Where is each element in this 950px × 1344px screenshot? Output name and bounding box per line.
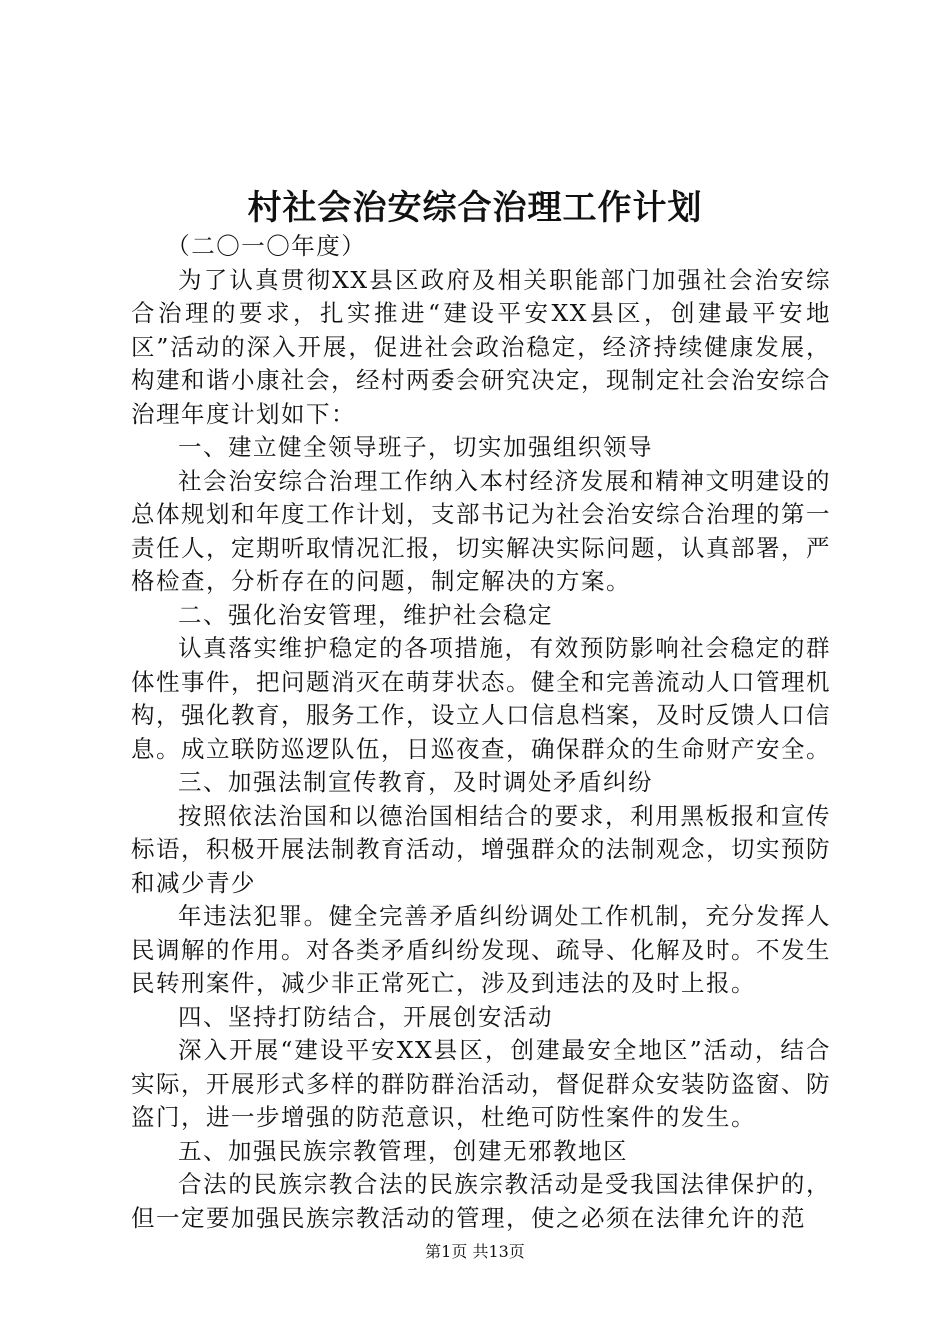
document-title: 村社会治安综合治理工作计划 [247,188,703,228]
page-number-footer: 第1页 共13页 [425,1242,525,1261]
paragraph-section-5: 合法的民族宗教合法的民族宗教活动是受我国法律保护的，但一定要加强民族宗教活动的管理，使之必须在法律允许的范 [131,1170,831,1232]
paragraph-intro: 为了认真贯彻XX县区政府及相关职能部门加强社会治安综合治理的要求，扎实推进“建设平安XX县区，创建最平安地区”活动的深入开展，促进社会政治稳定，经济持续健康发展，构建和谐小康社会，经村两委会研究决定，现制定社会治安综合治理年度计划如下： [131,265,831,428]
section-heading-3: 三、加强法制宣传教育，及时调处矛盾纠纷 [178,768,653,796]
section-heading-2: 二、强化治安管理，维护社会稳定 [178,600,553,629]
paragraph-section-3b: 年违法犯罪。健全完善矛盾纠纷调处工作机制，充分发挥人民调解的作用。对各类矛盾纠纷发现、疏导、化解及时。不发生民转刑案件，减少非正常死亡，涉及到违法的及时上报。 [131,902,831,997]
paragraph-section-1: 社会治安综合治理工作纳入本村经济发展和精神文明建设的总体规划和年度工作计划，支部书记为社会治安综合治理的第一责任人，定期听取情况汇报，切实解决实际问题，认真部署，严格检查，分析存在的问题，制定解决的方案。 [131,466,831,595]
document-subtitle: （二〇一〇年度） [166,232,367,260]
section-heading-5: 五、加强民族宗教管理，创建无邪教地区 [178,1136,628,1165]
paragraph-section-2: 认真落实维护稳定的各项措施，有效预防影响社会稳定的群体性事件，把问题消灭在萌芽状态。健全和完善流动人口管理机构，强化教育，服务工作，设立人口信息档案，及时反馈人口信息。成立联防巡逻队伍，日巡夜查，确保群众的生命财产安全。 [131,634,831,763]
document-body [131,230,831,1235]
section-heading-1: 一、建立健全领导班子，切实加强组织领导 [178,433,653,461]
paragraph-section-4: 深入开展“建设平安XX县区，创建最安全地区”活动，结合实际，开展形式多样的群防群治活动，督促群众安装防盗窗、防盗门，进一步增强的防范意识，杜绝可防性案件的发生。 [131,1036,831,1131]
paragraph-section-3a: 按照依法治国和以德治国相结合的要求，利用黑板报和宣传标语，积极开展法制教育活动，增强群众的法制观念，切实预防和减少青少 [131,801,831,897]
section-heading-4: 四、坚持打防结合，开展创安活动 [178,1002,553,1031]
